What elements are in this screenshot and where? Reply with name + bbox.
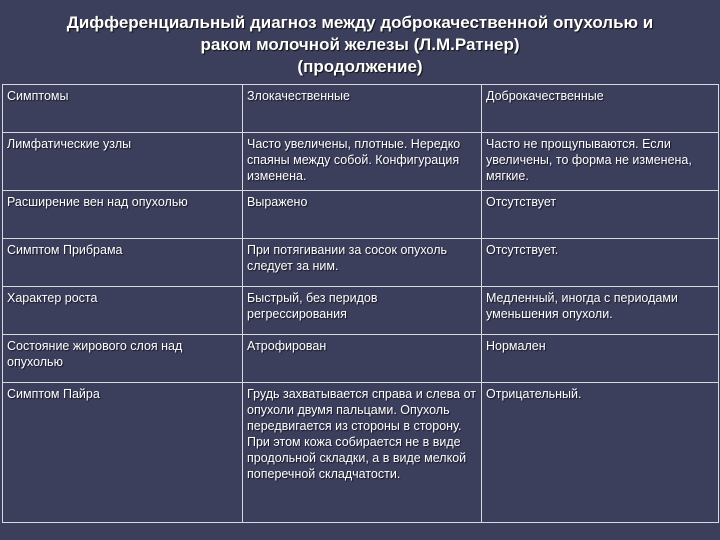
row-benign-cell: Нормален xyxy=(482,335,719,383)
table-row xyxy=(3,133,719,191)
row-malignant-cell: Часто увеличены, плотные. Нередко спаяны между собой. Конфигурация изменена. xyxy=(243,133,482,191)
table-row xyxy=(3,287,719,335)
diagnosis-table xyxy=(2,84,719,523)
table-header-row xyxy=(3,85,719,133)
row-symptom-cell: Симптом Прибрама xyxy=(3,239,243,287)
row-symptom-cell: Лимфатические узлы xyxy=(3,133,243,191)
title-line-2: раком молочной железы (Л.М.Ратнер) xyxy=(200,35,520,54)
row-benign-cell: Медленный, иногда с периодами уменьшения опухоли. xyxy=(482,287,719,335)
header-malignant: Злокачественные xyxy=(243,85,482,133)
table-row xyxy=(3,335,719,383)
row-symptom-cell: Расширение вен над опухолью xyxy=(3,191,243,239)
table-row xyxy=(3,191,719,239)
header-symptoms: Симптомы xyxy=(3,85,243,133)
row-malignant-cell: Атрофирован xyxy=(243,335,482,383)
title-line-1: Дифференциальный диагноз между доброкачественной опухолью и xyxy=(66,13,654,32)
row-malignant-cell: Быстрый, без перидов регрессирования xyxy=(243,287,482,335)
row-malignant-cell: При потягивании за сосок опухоль следует за ним. xyxy=(243,239,482,287)
row-symptom-cell: Характер роста xyxy=(3,287,243,335)
table-row xyxy=(3,383,719,523)
row-malignant-cell: Грудь захватывается справа и слева от опухоли двумя пальцами. Опухоль передвигается из стороны в сторону. При этом кожа собирается не в виде продольной складки, а в виде мелкой поперечной складчатости. xyxy=(243,383,482,523)
row-benign-cell: Отсутствует. xyxy=(482,239,719,287)
slide-title xyxy=(0,12,720,78)
row-benign-cell: Отсутствует xyxy=(482,191,719,239)
row-benign-cell: Часто не прощупываются. Если увеличены, то форма не изменена, мягкие. xyxy=(482,133,719,191)
row-symptom-cell: Состояние жирового слоя над опухолью xyxy=(3,335,243,383)
header-benign: Доброкачественные xyxy=(482,85,719,133)
row-benign-cell: Отрицательный. xyxy=(482,383,719,523)
table-row xyxy=(3,239,719,287)
row-malignant-cell: Выражено xyxy=(243,191,482,239)
row-symptom-cell: Симптом Пайра xyxy=(3,383,243,523)
title-line-3: (продолжение) xyxy=(297,57,423,76)
